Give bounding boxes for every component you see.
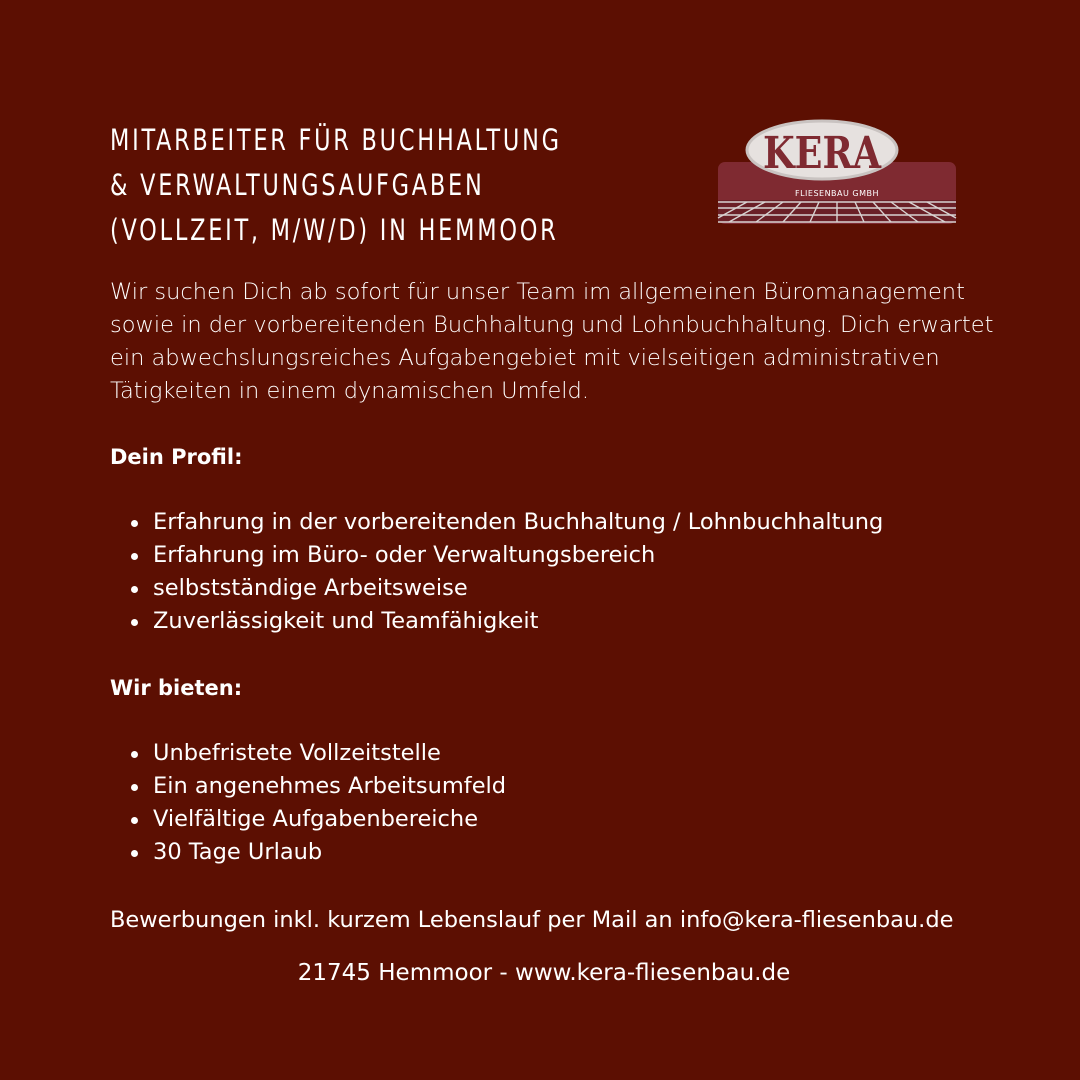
list-item (110, 506, 883, 539)
bullet-icon (131, 751, 138, 758)
intro-line: ein abwechslungsreiches Aufgabengebiet mit vielseitigen administrativen (110, 345, 940, 371)
logo-tagline: FLIESENBAU GMBH (794, 189, 880, 198)
bullet-icon (131, 586, 138, 593)
logo-wordmark: KERA (763, 128, 882, 179)
list-item (110, 572, 883, 605)
kera-logo (716, 118, 958, 226)
bieten-heading: Wir bieten: (110, 676, 243, 700)
list-item-text: selbstständige Arbeitsweise (153, 575, 468, 601)
list-item (110, 539, 883, 572)
bullet-icon (131, 619, 138, 626)
profil-heading: Dein Profil: (110, 445, 243, 469)
bullet-icon (131, 850, 138, 857)
bullet-icon (131, 817, 138, 824)
list-item-text: Erfahrung in der vorbereitenden Buchhaltung / Lohnbuchhaltung (153, 509, 884, 535)
bieten-list (110, 737, 506, 869)
job-title-line: & VERWALTUNGSAUFGABEN (110, 168, 485, 202)
list-item (110, 836, 506, 869)
list-item-text: 30 Tage Urlaub (153, 839, 323, 865)
job-title-line: MITARBEITER FÜR BUCHHALTUNG (110, 123, 562, 157)
bullet-icon (131, 520, 138, 527)
intro-text (110, 276, 1030, 408)
job-title (110, 118, 592, 253)
bullet-icon (131, 553, 138, 560)
application-contact: Bewerbungen inkl. kurzem Lebenslauf per Mail an info@kera-fliesenbau.de (110, 907, 954, 933)
list-item-text: Zuverlässigkeit und Teamfähigkeit (153, 608, 539, 634)
list-item-text: Unbefristete Vollzeitstelle (153, 740, 441, 766)
logo-tile-floor (718, 200, 956, 222)
list-item (110, 737, 506, 770)
list-item (110, 770, 506, 803)
job-title-line: (VOLLZEIT, M/W/D) IN HEMMOOR (110, 213, 559, 247)
list-item (110, 803, 506, 836)
footer-address: 21745 Hemmoor - www.kera-fliesenbau.de (297, 960, 791, 986)
list-item-text: Ein angenehmes Arbeitsumfeld (153, 773, 507, 799)
bullet-icon (131, 784, 138, 791)
list-item-text: Vielfältige Aufgabenbereiche (153, 806, 479, 832)
intro-line: sowie in der vorbereitenden Buchhaltung und Lohnbuchhaltung. Dich erwartet (110, 312, 994, 338)
list-item (110, 605, 883, 638)
list-item-text: Erfahrung im Büro- oder Verwaltungsbereich (153, 542, 656, 568)
intro-line: Tätigkeiten in einem dynamischen Umfeld. (110, 378, 589, 404)
intro-line: Wir suchen Dich ab sofort für unser Team im allgemeinen Büromanagement (110, 279, 965, 305)
profil-list (110, 506, 883, 638)
footer (0, 957, 1080, 990)
